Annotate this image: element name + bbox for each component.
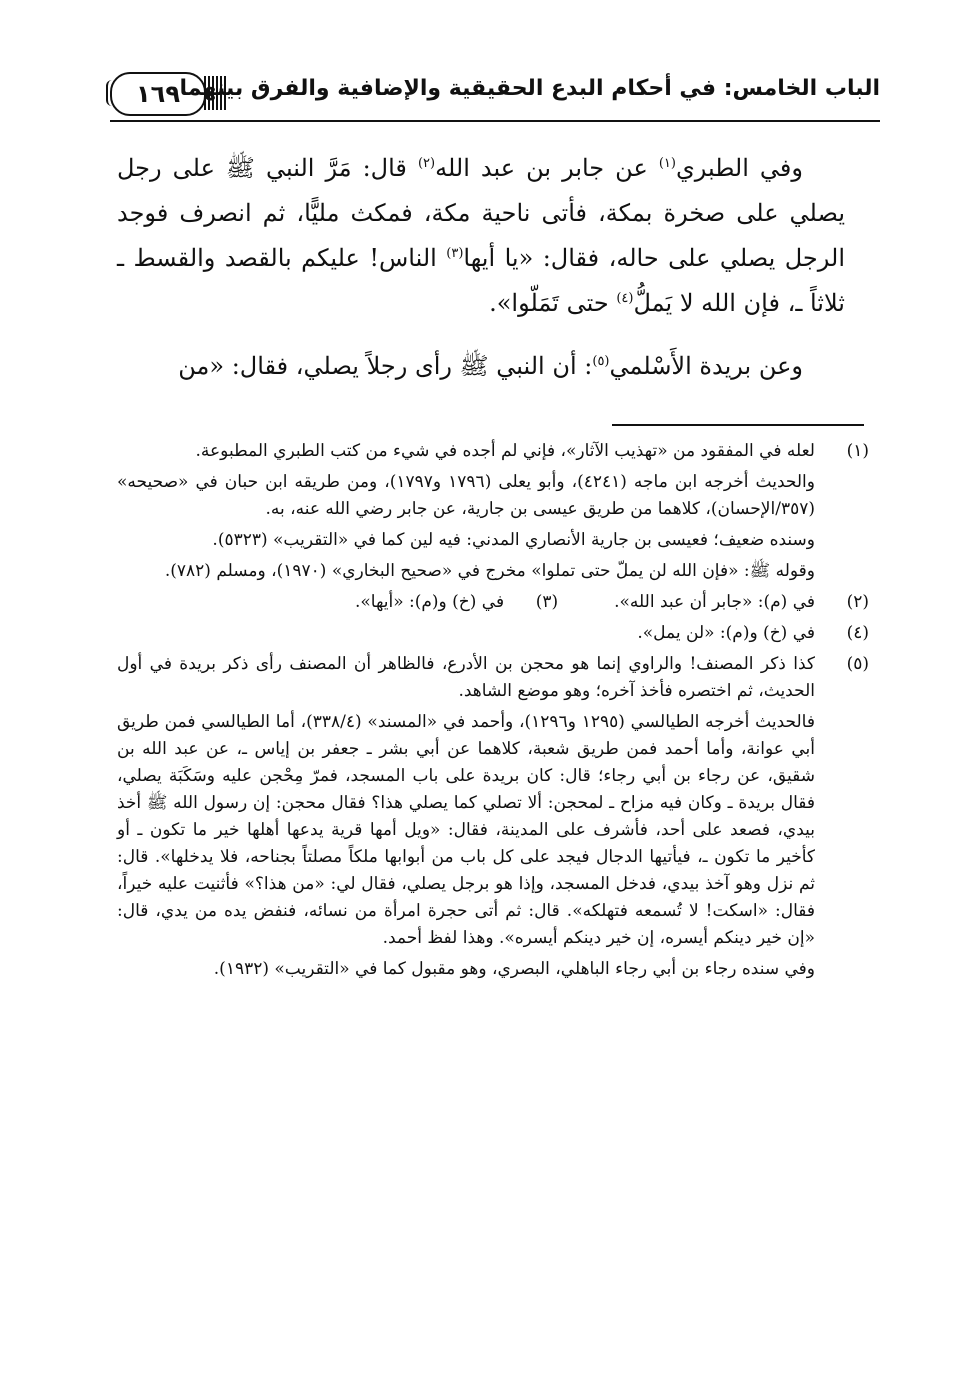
text-span: وفي الطبري — [675, 154, 803, 182]
footnote-paragraph: وفي سنده رجاء بن أبي رجاء الباهلي، البصري، وهو مقبول كما في «التقريب» (١٩٣٢). — [213, 959, 815, 979]
header-rule — [110, 120, 880, 122]
running-title: الباب الخامس: في أحكام البدع الحقيقية والإضافية والفرق بينهما — [179, 76, 880, 101]
footnote-body: في (م): «جابر أن عبد الله». — [614, 592, 815, 612]
footnote-ref: (٥) — [592, 354, 610, 369]
text-span: : أن النبي ﷺ رأى رجلاً يصلي، فقال: «من — [178, 352, 593, 380]
footnote-paragraph: كذا ذكر المصنف! والراوي إنما هو محجن بن الأدرع، فالظاهر أن المصنف رأى ذكر بريدة في أول الحديث، ثم اختصره فأخذ آخره؛ وهو موضع الشاهد. — [117, 654, 815, 701]
footnote-ref: (٣) — [446, 246, 464, 261]
footnote-paragraph: فالحديث أخرجه الطيالسي (١٢٩٥ و١٢٩٦)، وأحمد في «المسند» (٣٣٨/٤)، أما الطيالسي فمن طريق أبي عوانة، وأما أحمد فمن طريق شعبة، كلاهما عن أبي بشر ـ جعفر بن إياس ـ، عن عبد الله بن شقيق، عن رجاء بن أبي رجاء؛ قال: كان بريدة على باب المسجد، فمرّ مِحْجن عليه وسَكَبَة يصلي، فقال بريدة ـ وكان فيه مزاح ـ لمحجن: ألا تصلي كما يصلي هذا؟ فقال محجن: إن رسول الله ﷺ أخذ بيدي، فصعد على أحد، فأشرف على المدينة، فقال: «ويل أمها قرية يدعها أهلها خير ما تكون ـ أو كأخير ما تكون ـ، فيأتيها الدجال فيجد على كل باب من أبوابها ملكاً مصلتاً بجناحه، فلا يدخلها». قال: ثم نزل وهو آخذ بيدي، فدخل المسجد، وإذا هو برجل يصلي، فقال لي: «من هذا؟» فأثنيت عليه خيراً، فقال: «اسكت! لا تُسمعه فتهلكه». قال: ثم أتى حجرة امرأة من نسائه، فنفض يده من يدي، قال: «إن خير دينكم أيسره، إن خير دينكم أيسره». وهذا لفظ أحمد. — [117, 712, 815, 948]
footnote-ref: (٤) — [616, 291, 634, 306]
footnote-number: (٣) — [535, 592, 559, 612]
main-text — [117, 146, 845, 407]
main-paragraph — [117, 344, 845, 389]
footnote-ref: (٢) — [417, 156, 436, 171]
footnote-ref: (١) — [658, 156, 676, 171]
footnote-paragraph: وقوله ﷺ: «فإن الله لن يملّ حتى تملوا» مخرج في «صحيح البخاري» (١٩٧٠)، ومسلم (٧٨٢). — [164, 561, 815, 581]
footnote-number: (٤) — [846, 623, 869, 643]
footnote-paragraph: في (خ) و(م): «لن يمل». — [637, 623, 815, 643]
footnote-paragraph: وسنده ضعيف؛ فعيسى بن جارية الأنصاري المدني: فيه لين كما في «التقريب» (٥٣٢٣). — [212, 530, 815, 550]
footnote-body: في (خ) و(م): «أيها». — [354, 592, 505, 612]
footnote-separator — [612, 424, 864, 426]
footnote-5 — [117, 651, 869, 987]
footnote-body — [117, 620, 815, 651]
footnotes — [117, 438, 869, 987]
page-number: ١٦٩ — [110, 72, 206, 116]
footnote-number: (١) — [846, 441, 869, 461]
footnote-2-3-row — [117, 589, 869, 616]
page-header — [110, 70, 880, 116]
footnote-4 — [117, 620, 869, 651]
text-span: وعن بريدة الأَسْلمي — [609, 352, 803, 380]
footnote-1 — [117, 438, 869, 589]
footnote-number: (٥) — [846, 654, 869, 674]
text-span: الناس! عليكم بالقصد والقسط ـ ثلاثاً ـ، فإن الله لا يَملُّ — [117, 244, 845, 317]
main-paragraph — [117, 146, 845, 326]
footnote-paragraph: لعله في المفقود من «تهذيب الآثار»، فإني لم أجده في شيء من كتب الطبري المطبوعة. — [195, 441, 815, 461]
text-span: عن جابر بن عبد الله — [435, 154, 659, 182]
text-span: حتى تَمَلّوا». — [489, 289, 617, 317]
footnote-paragraph: والحديث أخرجه ابن ماجه (٤٢٤١)، وأبو يعلى (١٧٩٦ و١٧٩٧)، ومن طريقه ابن حبان في «صحيحه» (٣٥٧/الإحسان)، كلاهما من طريق عيسى بن جارية، عن جابر رضي الله عنه، به. — [117, 472, 815, 519]
text-span: قال: مَرَّ النبي ﷺ على رجل يصلي على صخرة بمكة، فأتى ناحية مكة، فمكث مليًّا، ثم انصرف فوجد الرجل يصلي على حاله، فقال: «يا أيها — [117, 154, 845, 272]
footnote-number: (٢) — [846, 592, 869, 612]
footnote-body — [117, 438, 815, 589]
footnote-body — [117, 651, 815, 987]
